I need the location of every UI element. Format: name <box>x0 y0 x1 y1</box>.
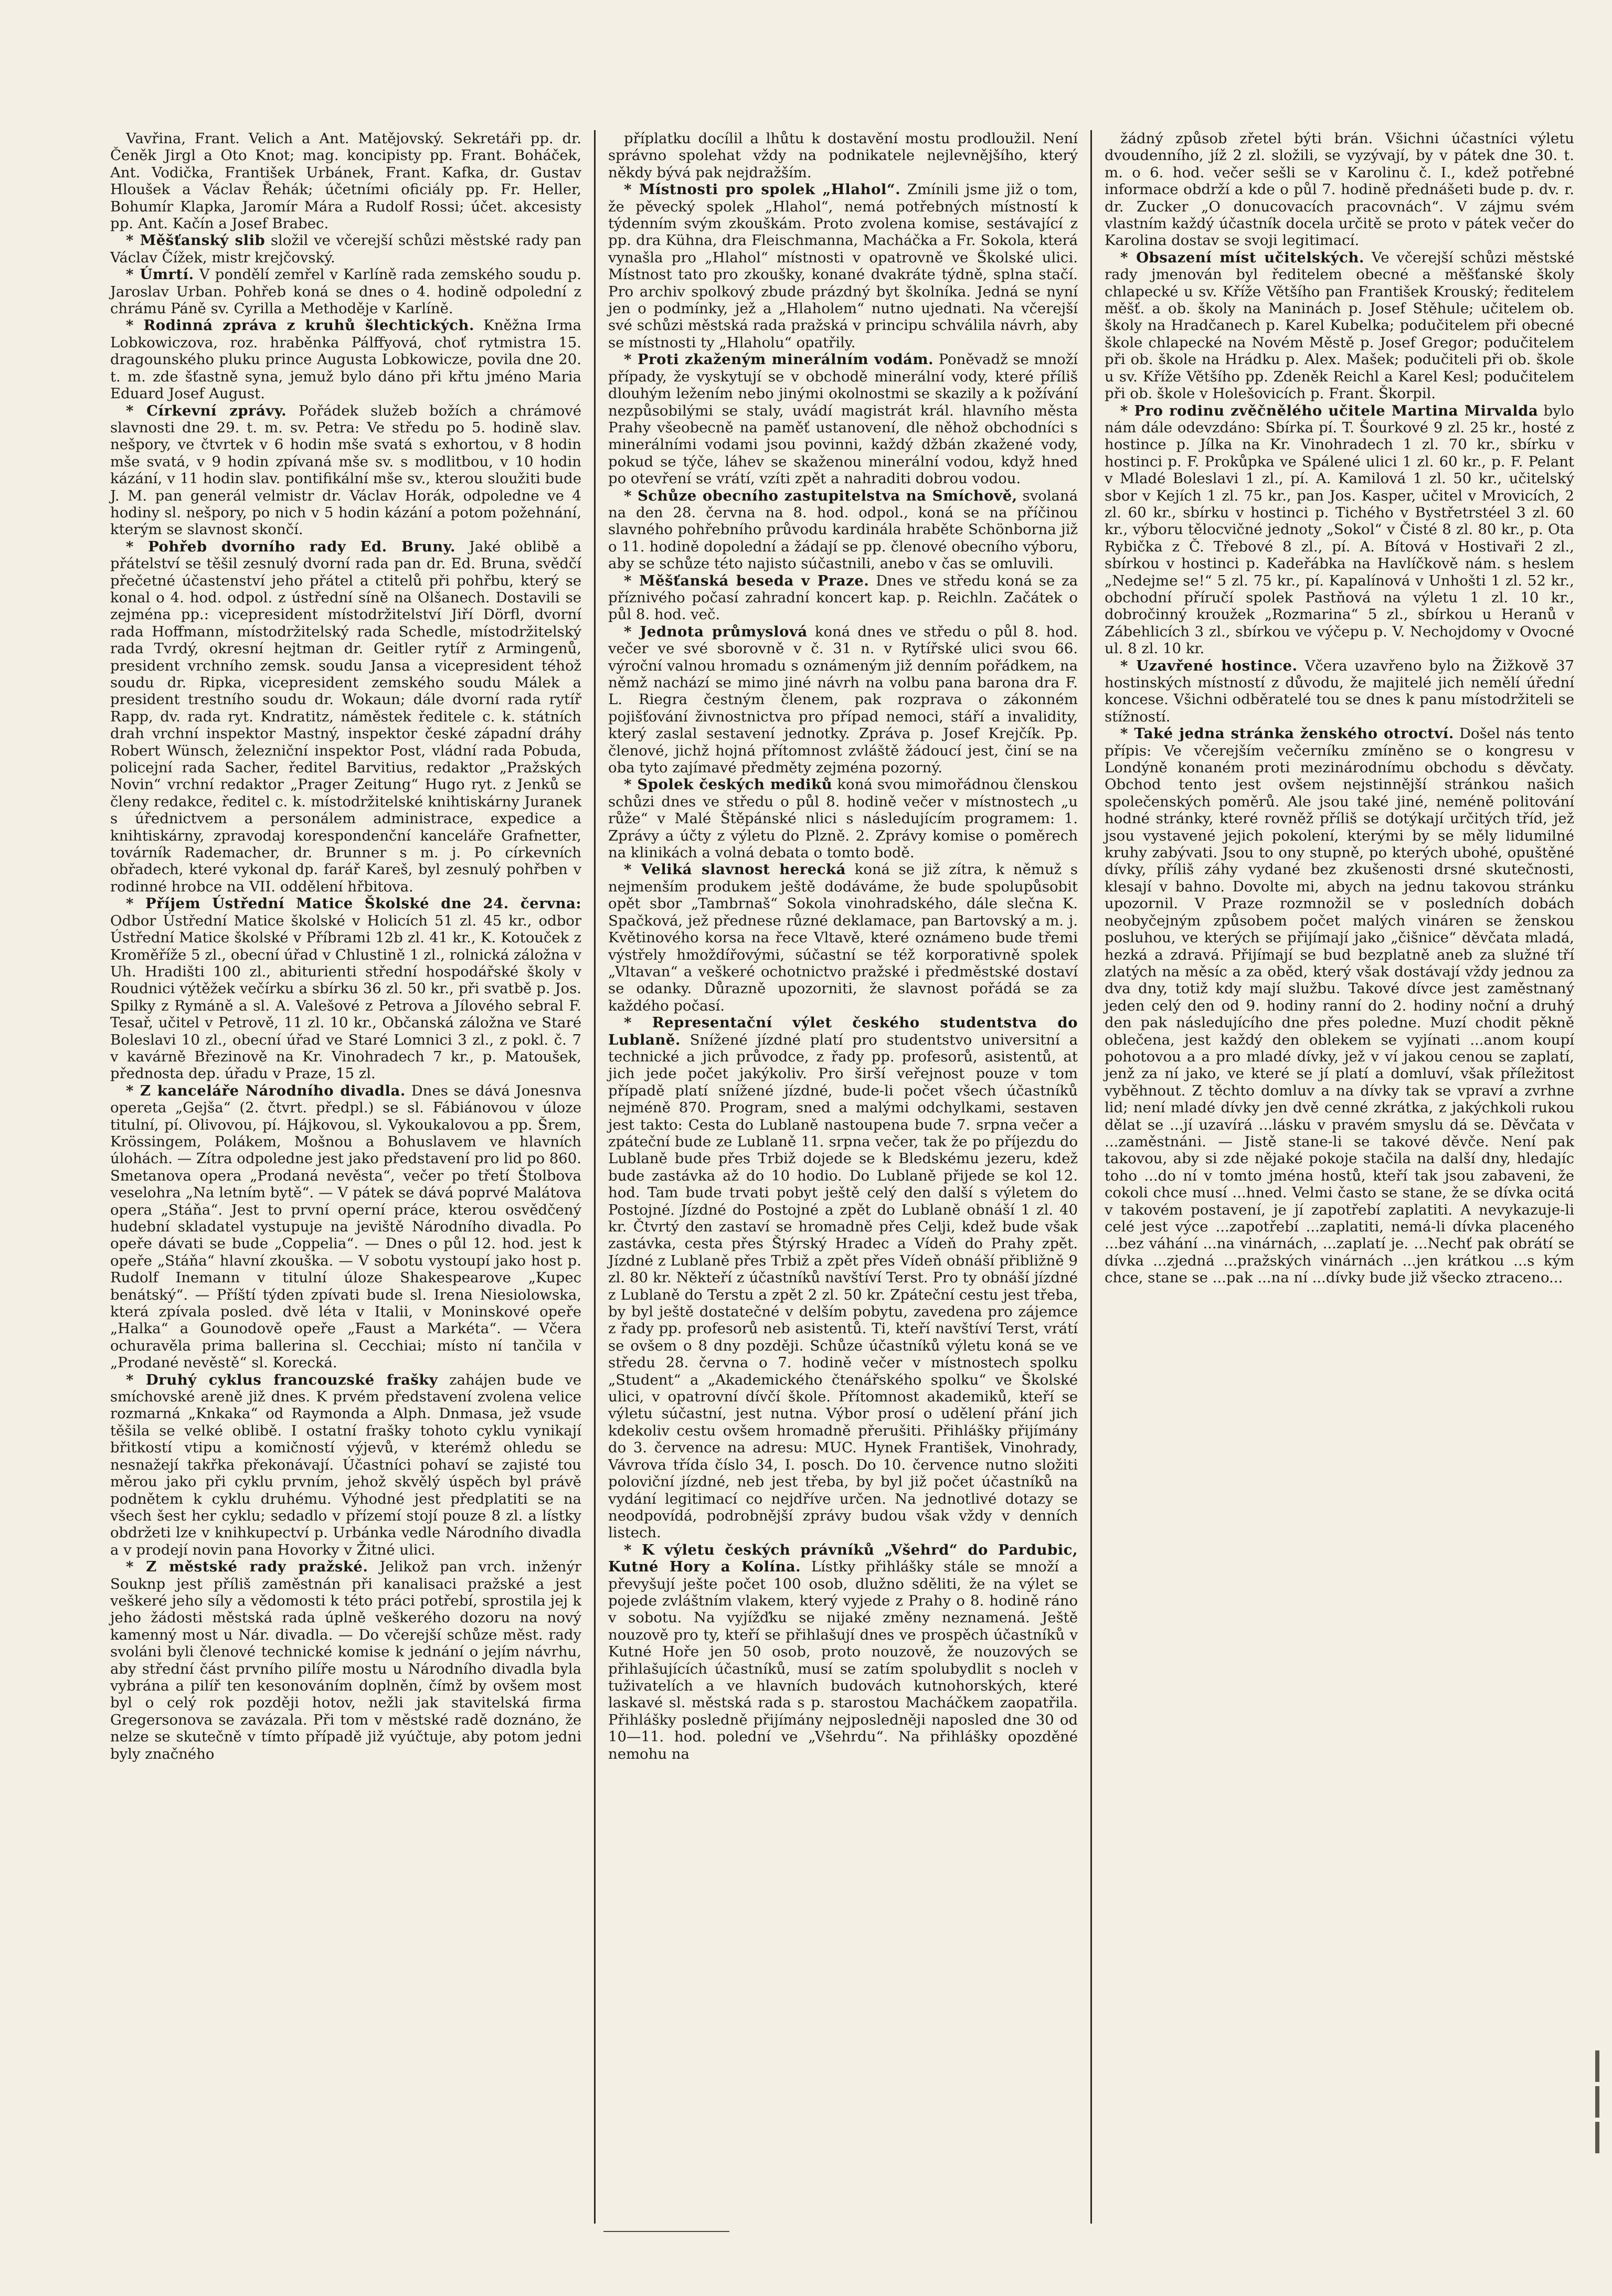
article-text: příplatku docílil a lhůtu k dostavění mostu prodloužil. Není správno spolehat vždy na podnikatele nejlevnějšího, který někdy bývá pak nejdražším. <box>608 130 1078 181</box>
article-headline: * Pro rodinu zvěčnělého učitele Martina Mirvalda <box>1120 402 1539 419</box>
article-paragraph <box>1105 402 1574 657</box>
article-paragraph <box>110 895 581 1082</box>
article-paragraph <box>608 130 1078 181</box>
article-text: svolaná na den 28. června na 8. hod. odpol., koná se na příčinou slavného pohřebního průvodu kardinála hraběte Schönborna již o 11. hodině dopolední a žádají se pp. členové obecního výboru, aby se schůze této najisto súčastnili, anebo v čas se omluvili. <box>608 487 1078 572</box>
article-headline: * Uzavřené hostince. <box>1120 657 1298 674</box>
article-text: Dnes ve středu koná se za příznivého počasí zahradní koncert kap. p. Reichln. Začátek o půl 8. hod. več. <box>608 572 1078 623</box>
article-headline: * Také jedna stránka ženského otroctví. <box>1120 725 1454 742</box>
article-headline: * Rodinná zpráva z kruhů šlechtických. <box>126 317 474 334</box>
article-text: Dnes se dává Jonesnva opereta „Gejša“ (2. čtvrt. předpl.) se sl. Fábiánovou v úloze titulní, pí. Olivovou, pí. Hájkovou, sl. Vykoukalovou a pp. Šrem, Krössingem, Polákem, Mošnou a Bohuslavem ve hlavních úlohách. — Zítra odpoledne jest jako představení pro lid po 860. Smetanova opera „Prodaná nevěsta“, večer po třetí Štolbova veselohra „Na letním bytě“. — V pátek se dává poprvé Malátova opera „Stáňa“. Jest to první operní práce, kterou osvědčený hudební skladatel vystupuje na jeviště Národního divadla. Po opeře dávati se bude „Coppelia“. — Dnes o půl 12. hod. jest k opeře „Stáňa“ hlavní zkouška. — V sobotu vystoupí jako host p. Rudolf Inemann v titulní úloze Shakespearove „Kupec benátský“. — Příští týden zpívati bude sl. Irena Niesiolowska, která zpívala posled. dvě léta v Italii, v Moninskové opeře „Halka“ a Gounodově opeře „Faust a Markéta“. — Včera ochuravěla prima ballerina sl. Cecchiai; místo ní tančila v „Prodané nevěstě“ sl. Korecká. <box>110 1082 581 1372</box>
article-text: Došel nás tento přípis: Ve včerejším večerníku zmíněno se o kongresu v Londýně konaném proti mezinárodnímu obchodu s děvčaty. Obchod tento jest ovšem nejstinnější stránkou našich společenských poměrů. Ale jsou také jiné, neméně politování hodné stránky, které rovněž příliš se dotýkají určitých tříd, jež jsou vystavené jejich pokolení, kterými by se měly lidumilné kruhy zabývati. Jsou to ony stupně, po kterých ubohé, opuštěné dívky, příliš záhy vydané bez zkušenosti drsné skutečnosti, klesají v bahno. Dovolte mi, abych na jednu takovou stránku upozornil. V Praze rozmnožil se v posledních dobách neobyčejným způsobem počet malých vináren se ženskou posluhou, ve kterých se přijímají jako „čišnice“ děvčata mladá, hezká a zdravá. Přijímají se bud bezplatně aneb za služné tří zlatých na měsíc a za oběd, který však dostávají vždy jednou za dva dny, totiž kdy mají službu. Takové dívce jest zaměstnaný jeden celý den od 9. hodiny ranní do 2. hodiny noční a druhý den pak následujícího dne přes poledne. Muzí chodit pěkně oblečena, jest každý den oblekem se vyjínati ...anom koupí pohotovou a a pro mladé dívky, jež v ví jakou cenou se zaplatí, jenž za ní jako, ve které se jí platí a domluví, však příležitost vyběhnout. Z těchto domluv a na dívky tak se vpraví a zvrhne lid; není mladé dívky jen dvě cenné zkrátka, z jakýchkoli rukou dělat se ...jí uzavírá ...lásku v pravém smyslu dá se. Děvčata v ...zaměstnáni. — Jistě stane-li se takové děvče. Není pak takovou, aby si zde nějaké pokoje stačila na další dny, hledajíc toho ...do ní v tomto jména hostů, kteří tak jsou zabaveni, že cokoli chce musí ...hned. Velmi často se stane, že se dívka ocitá v takovém postavení, je jí zapotřebí zaplatiti. A nevykazuje-li celé jest výce ...zapotřebí ...zaplatiti, nemá-li dívka placeného ...bez váhání ...na vinárnách, ...zaplatí je. ...Nechť pak obrátí se dívka ...zjedná ...pražských vinárnách ...jen krátkou ...s kým chce, stane se ...pak ...na ní ...dívky bude již všecko ztraceno... <box>1105 725 1574 1287</box>
article-paragraph <box>608 776 1078 861</box>
article-text: Pořádek služeb božích a chrámové slavnosti dne 29. t. m. sv. Petra: Ve středu po 5. hodině slav. nešpory, ve čtvrtek v 6 hodin mše svatá s exhortou, v 8 hodin mše svatá, v 9 hodin zpívaná mše sv. s modlitbou, v 10 hodin kázání, v 11 hodin slav. pontifikální mše sv., kterou sloužiti bude J. M. pan generál velmistr dr. Václav Horák, odpoledne ve 4 hodiny sl. nešpory, po nich v 5 hodin kázání a potom požehnání, kterým se slavnost skončí. <box>110 402 581 538</box>
article-headline: * Příjem Ústřední Matice Školské dne 24. června: <box>126 895 581 912</box>
article-text: zahájen bude ve smíchovské areně již dnes. K prvém představení zvolena velice rozmarná „Knkaka“ od Raymonda a Alph. Dnmasa, jež vsude těšila se velké oblibě. I ostatní frašky tohoto cyklu vynikají břitkostí vtipu a komičností výjevů, v kterémž ohledu se nesnažejí takřka překonávají. Účastníci pohaví se zajisté tou měrou jako při cyklu prvním, jehož skvělý úspěch byl právě podnětem k cyklu druhému. Výhodné jest předplatiti se na všech šest her cyklu; sedadlo v přízemí stojí pouze 8 zl. a lístky obdržeti lze v knihkupectví p. Urbánka vedle Národního divadla a v prodejí novin pana Hovorky v Žitné ulici. <box>110 1371 581 1558</box>
article-paragraph <box>1105 130 1574 249</box>
article-headline: * Měšťanský slib <box>126 232 266 249</box>
edge-mark <box>1595 2086 1599 2118</box>
article-paragraph <box>1105 725 1574 1286</box>
article-columns <box>98 130 1588 2224</box>
article-text: koná svou mimořádnou členskou schůzi dnes ve středu o půl 8. hodině večer v místnostech „u růže“ v Malé Štěpánské nlici s následujícím programem: 1. Zprávy a účty z výletu do Plzně. 2. Zprávy komise o poměrech na klinikách a volná debata o tomto bodě. <box>608 776 1078 862</box>
article-text: Odbor Ústřední Matice školské v Holicích 51 zl. 45 kr., odbor Ústřední Matice školské v Příbrami 12b zl. 41 kr., K. Kotouček z Kroměříže 5 zl., obecní úřad v Chlustině 1 zl., rolnická záložna v Uh. Hradišti 100 zl., abiturienti střední hospodářské školy v Roudnici výtěžek večírku a sbírku 36 zl. 50 kr., při svatbě p. Jos. Spilky z Rymáně a sl. A. Valešové z Petrova a Jílového sebral F. Tesař, učitel v Petrově, 11 zl. 10 kr., Občanská záložna ve Staré Boleslavi 10 zl., obecní úřad ve Staré Lomnici 3 zl., z pokl. č. 7 v kavárně Březinově na Kr. Vinohradech 7 kr., p. Matoušek, přednosta dep. úřadu v Praze, 15 zl. <box>110 912 581 1082</box>
article-paragraph <box>110 1372 581 1558</box>
article-headline: * Spolek českých mediků <box>624 776 833 793</box>
right-edge-marks <box>1591 2046 1605 2172</box>
article-text: Lístky přihlášky stále se množí a převyšují ješte počet 100 osob, dlužno sděliti, že na výlet se pojede zvláštním vlakem, který vyjede z Prahy o 8. hodině ráno v sobotu. Na vyjížďku se nijaké změny neznamená. Ještě nouzově pro ty, kteří se přihlašují dnes ve prospěch účastníků v Kutné Hoře jen 50 osob, proto nouzově, že nouzových se přihlašujících účastníků, musí se zatím spolubydlit s nocleh v tuživatelích a ve hlavních budovách kutnohorských, které laskavé sl. městská rada s p. starostou Macháčkem zaopatřila. Přihlášky posledně přijímány nejposledněji naposled dne 30 od 10—11. hod. polední ve „Všehrdu“. Na přihlášky opozděné nemohu na <box>608 1558 1078 1762</box>
article-paragraph <box>110 1558 581 1762</box>
article-headline: * Z městské rady pražské. <box>126 1558 368 1576</box>
article-paragraph <box>608 623 1078 777</box>
article-text: V pondělí zemřel v Karlíně rada zemského soudu p. Jaroslav Urban. Pohřeb koná se dnes o 4. hodině odpolední z chrámu Páně sv. Cyrilla a Methoděje v Karlíně. <box>110 266 582 317</box>
bottom-rule <box>603 2231 729 2232</box>
edge-mark <box>1595 2050 1599 2082</box>
article-headline: * Z kanceláře Národního divadla. <box>126 1082 406 1099</box>
article-text: Snížené jízdné platí pro studentstvo universitní a technické a jich průvodce, z řady pp. profesorů, asistentů, at jich jede počet jakýkoliv. Pro širší veřejnost pouze v tom případě platí snížené jízdné, bude-li počet všech účastníků nejméně 870. Program, sned a malými odchylkami, sestaven jest takto: Cesta do Lublaně nastoupena bude 7. srpna večer a zpáteční bude ze Lublaně 11. srpna večer, tak že po příjezdu do Lublaně bude přes Trbiž dojede se k Bledskému jezeru, kdež bude zastávka až do 10 hodio. Do Lublaně přijede se kol 12. hod. Tam bude trvati pobyt ještě celý den další s výletem do Postojné. Jízdné do Postojné a zpět do Lublaně obnáší 1 zl. 40 kr. Čtvrtý den zastaví se hromadně přes Celji, kdež bude však zastávka, cesta přes Štýrský Hradec a Vídeň do Prahy zpět. Jízdné z Lublaně přes Trbiž a zpět přes Vídeň obnáší přibližně 9 zl. 80 kr. Někteří z účastníků navštíví Terst. Pro ty obnáší jízdné z Lublaně do Terstu a zpět 2 zl. 50 kr. Zpáteční cestu jest třeba, by byl ještě dostatečné v delším pobytu, zavedena pro zájemce z řady pp. profesorů neb asistentů. Ti, kteří navštíví Terst, vrátí se ovšem o 8 dny později. Schůze účastníků výletu koná se ve středu 28. června o 7. hodině večer v místnostech spolku „Student“ a „Akademického čtenářského spolku“ ve Školské ulici, v opatrovní dívčí škole. Přítomnost akademiků, kteří se výletu súčastní, jest nutna. Výbor prosí o udělení přání jich kdekoliv cestu ovšem hromadně přerušiti. Přihlášky přijímány do 3. července na adresu: MUC. Hynek František, Vinohrady, Vávrova třída číslo 34, I. posch. Do 10. července nutno složiti poloviční jízdné, neb jest třeba, by byl již počet účastníků na vydání legitimací co nejdříve určen. Na jednotlivé dotazy se neodpovídá, podrobnější zprávy budou však vždy v denních listech. <box>608 1031 1078 1542</box>
article-paragraph <box>608 861 1078 1014</box>
article-text: Ve včerejší schůzi městské rady jmenován byl ředitelem obecné a měšťanské školy chlapecké u sv. Kříže Většího pan František Krouský; ředitelem měšť. a ob. školy na Maninách p. Josef Stěhule; učitelem ob. školy na Hradčanech p. Karel Kubelka; podučitelem při obecné škole chlapecké na Novém Městě p. Josef Gregor; podučitelem při ob. škole na Hrádku p. Alex. Mašek; podučiteli při ob. škole u sv. Kříže Většího pp. Zdeněk Reichl a Karel Kesl; podučitelem při ob. škole v Holešovicích p. Frant. Škorpil. <box>1105 249 1575 402</box>
article-headline: * Úmrtí. <box>126 266 194 283</box>
edge-mark <box>1595 2122 1599 2153</box>
article-text: Vavřina, Frant. Velich a Ant. Matějovský. Sekretáři pp. dr. Čeněk Jirgl a Oto Knot; mag. koncipisty pp. Frant. Boháček, Ant. Vodička, František Urbánek, Frant. Kafka, dr. Gustav Hloušek a Václav Řehák; účetními oficiály pp. Fr. Heller, Bohumír Klapka, Jaromír Mára a Rudolf Rossi; účet. akcesisty pp. Ant. Kačín a Josef Brabec. <box>110 130 581 232</box>
column-1 <box>98 130 594 2224</box>
article-text: složil ve včerejší schůzi městské rady pan Václav Čížek, mistr krejčovský. <box>110 232 581 266</box>
article-paragraph <box>608 572 1078 623</box>
article-text: Kněžna Irma Lobkowiczova, roz. hraběnka Pálffyová, choť rytmistra 15. dragounského pluku prince Augusta Lobkowicze, povila dne 20. t. m. zde šťastně syna, jemuž bylo dáno při křtu jméno Maria Eduard Josef August. <box>110 317 581 402</box>
article-text: Jaké oblibě a přátelství se těšil zesnulý dvorní rada pan dr. Ed. Bruna, svědčí přečetné účastenství jeho přátel a ctitelů při pohřbu, který se konal o 4. hod. odpol. z ústřední síně na Olšanech. Dostavili se zejména pp.: vicepresident místodržitelství Jiří Dörfl, dvorní rada Hoffmann, místodržitelský rada Schedle, místodržitelský rada Tvrdý, okresní hejtman dr. Geitler rytíř z Armingenů, president vrchního zemsk. soudu Jansa a vicepresident téhož soudu dr. Ripka, vicepresident zemského soudu Málek a president trestního soudu dr. Wokaun; dále dvorní rada rytíř Rapp, dv. rada ryt. Kndratitz, náměstek ředitele c. k. státních drah vrchní inspektor Mastný, inspektor české západní dráhy Robert Wünsch, železniční inspektor Post, vládní rada Pobuda, policejní rada Sacher, ředitel Barvitius, redaktor „Pražských Novin“ vrchní redaktor „Prager Zeitung“ Hugo ryt. z Jenků se členy redakce, ředitel c. k. místodržitelské knihtiskárny Juranek s úřednictvem a personálem administrace, expedice a knihtiskárny, zpravodaj korespondenční kanceláře Grafnetter, továrník Rademacher, dr. Brunner s m. j. Po církevních obřadech, které vykonal dp. farář Kareš, byl zesnulý pohřben v rodinné hrobce na VII. oddělení hřbitova. <box>110 538 581 895</box>
article-headline: * Veliká slavnost herecká <box>624 861 846 878</box>
article-headline: * Druhý cyklus francouzské frašky <box>126 1371 438 1388</box>
article-headline: * K výletu českých právníků „Všehrd“ do Pardubic, Kutné Hory a Kolína. <box>608 1541 1078 1576</box>
article-headline: * Měšťanská beseda v Praze. <box>624 572 869 589</box>
article-text: koná dnes ve středu o půl 8. hod. večer ve své sborovně v č. 31 n. v Rytířské ulici svou 66. výroční valnou hromadu s oznámeným již denním pořádkem, na němž nachází se mimo jiné návrh na volbu pana barona dra F. L. Riegra čestným členem, pak rozprava o zákonném pojišťování živnostnictva pro případ nemoci, stáří a invalidity, který zaslal sestavení jednotky. Zpráva p. Josef Krejčík. Pp. členové, jichž hojná přítomnost zvláště žádoucí jest, činí se na oba tyto zajímavé předměty zejména pozorný. <box>608 623 1078 777</box>
article-paragraph <box>110 538 581 896</box>
article-paragraph <box>110 402 581 538</box>
article-paragraph <box>110 232 581 266</box>
article-paragraph <box>608 1542 1078 1762</box>
article-headline: * Obsazení míst učitelských. <box>1120 249 1364 266</box>
article-paragraph <box>608 181 1078 351</box>
article-text: žádný způsob zřetel býti brán. Všichni účastníci výletu dvoudenního, jíž 2 zl. složili, se vyzývají, by v pátek dne 30. t. m. o 6. hod. večer sešli se v Karolinu č. I., kdež potřebné informace obdrží a kde o půl 7. hodině přednášeti bude p. dv. r. dr. Zucker „O donucovacích pracovnách“. V zájmu svém vlastním každý účastník docela určitě se proto v pátek večer do Karolina dostav se svoji legitimací. <box>1105 130 1574 249</box>
article-headline: * Pohřeb dvorního rady Ed. Bruny. <box>126 538 456 555</box>
article-paragraph <box>1105 657 1574 726</box>
article-text: Včera uzavřeno bylo na Žižkově 37 hostinských místností z důvodu, že majitelé jich nemělí úřední koncese. Všichni odběratelé tou se dnes k panu místodržiteli se stížností. <box>1105 657 1574 725</box>
article-text: Jelikož pan vrch. inženýr Souknp jest příliš zaměstnán při kanalisaci pražské a jest veškeré jeho síly a vědomosti k této práci potřebí, sprostila jej k jeho žádosti městská rada úplně veškerého dozoru na nový kamenný most u Nár. divadla. — Do včerejší schůze měst. rady svoláni byli členové technické komise k jednání o jejím návrhu, aby střední část prvního pilíře mostu u Národního divadla byla vybrána a pilíř ten kesonováním doplněn, čímž by ovšem most byl o celý rok později hotov, nežli jak stavitelská firma Gregersonova se zavázala. Při tom v městské radě doznáno, že nelze se skutečně v tímto případě již vyúčtuje, aby potom jedni byly značného <box>110 1558 581 1762</box>
article-headline: * Církevní zprávy. <box>126 402 287 419</box>
article-paragraph <box>110 130 581 232</box>
article-headline: * Representační výlet českého studentstva do Lublaně. <box>608 1014 1078 1048</box>
article-paragraph <box>608 351 1078 487</box>
article-headline: * Jednota průmyslová <box>624 623 808 640</box>
article-paragraph <box>110 266 581 317</box>
article-headline: * Schůze obecního zastupitelstva na Smíchově, <box>624 487 1017 504</box>
article-text: Zmínili jsme již o tom, že pěvecký spolek „Hlahol“, nemá potřebných místností k týdenním svým zkouškám. Proto zvolena komise, sestávající z pp. dra Kühna, dra Fleischmanna, Macháčka a Fr. Sokola, která vynašla pro „Hlahol“ místnosti v opatrovně ve Školské ulici. Místnost tato pro zkoušky, konané dvakráte týdně, splna stačí. Pro archiv spolkový zbude prázdný byt školníka. Jedná se nyní jen o podmínky, jež a „Hlaholem“ nutno ujednati. Na včerejší své schůzi městská rada pražská v principu schválila návrh, aby se místnosti ty „Hlaholu“ opatřily. <box>608 181 1078 351</box>
article-headline: * Místnosti pro spolek „Hlahol“. <box>624 181 901 198</box>
article-headline: * Proti zkaženým minerálním vodám. <box>624 351 934 368</box>
article-text: koná se již zítra, k němuž s nejmenším produkem ještě dodáváme, že bude spolupůsobit opět sbor „Tambrnaš“ Sokola vinohradského, dále slečna K. Spačková, jež přednese různé deklamace, pan Bartovský a m. j. Květinového korsa na řece Vltavě, které oznámeno bude třemi výstřely hmoždířovými, súčastní se též korporativně spolek „Vltavan“ a veškeré ochotnictvo pražské i předměstské dostaví se odanky. Důrazně upozorniti, že slavnost pořádá se za každého počasí. <box>608 861 1078 1014</box>
article-paragraph <box>608 487 1078 572</box>
article-paragraph <box>608 1014 1078 1542</box>
article-text: bylo nám dále odevzdáno: Sbírka pí. T. Šourkové 9 zl. 25 kr., hosté z hostince p. Jílka na Kr. Vinohradech 1 zl. 70 kr., sbírku v hostinci p. F. Prokůpka ve Spálené ulici 1 zl. 60 kr., p. F. Pelant v Mladé Boleslavi 1 zl., pí. A. Kamilová 1 zl. 50 kr., učitelský sbor v Kejích 1 zl. 75 kr., pan Jos. Kasper, učitel v Mrovicích, 2 zl. 60 kr., sbírku v hostinci p. Tichého v Bystřetrstéel 3 zl. 60 kr., výboru tělocvičné jednoty „Sokol“ v Čisté 8 zl. 80 kr., p. Ota Rybička z Č. Třebové 8 zl., pí. A. Bítová v Hostivaři 2 zl., sbírkou v hostinci p. Kadeřábka na Havlíčkově nám. s heslem „Nedejme se!“ 5 zl. 75 kr., pí. Kapalínová v Unhošti 1 zl. 52 kr., obchodní příručí spolek Pastňová na výletu 1 zl. 10 kr., dobročinný kroužek „Rozmarina“ 5 zl., sbírkou u Heranů v Zábehlicích 3 zl., sbírkou ve výčepu p. V. Nechojdomy v Ovocné ul. 8 zl. 10 kr. <box>1105 402 1574 657</box>
article-paragraph <box>110 317 581 402</box>
article-text: Poněvadž se množí případy, že vyskytují se v obchodě minerální vody, které příliš dlouhým ležením nebo jinými okolnostmi se skazily a k požívání nezpůsobilými se staly, uvádí magistrát král. hlavního města Prahy všeobecně na paměť ustanovení, dle něhož obchodníci s minerálními vodami jsou povinni, každý džbán zkažené vody, pokud se týče, láhev se skaženou minerální vodou, když hned po otevření se vrátí, vzíti zpět a nahraditi dobrou vodou. <box>608 351 1078 487</box>
column-3 <box>1090 130 1587 2224</box>
column-2 <box>594 130 1090 2224</box>
article-paragraph <box>110 1082 581 1372</box>
article-paragraph <box>1105 249 1574 402</box>
